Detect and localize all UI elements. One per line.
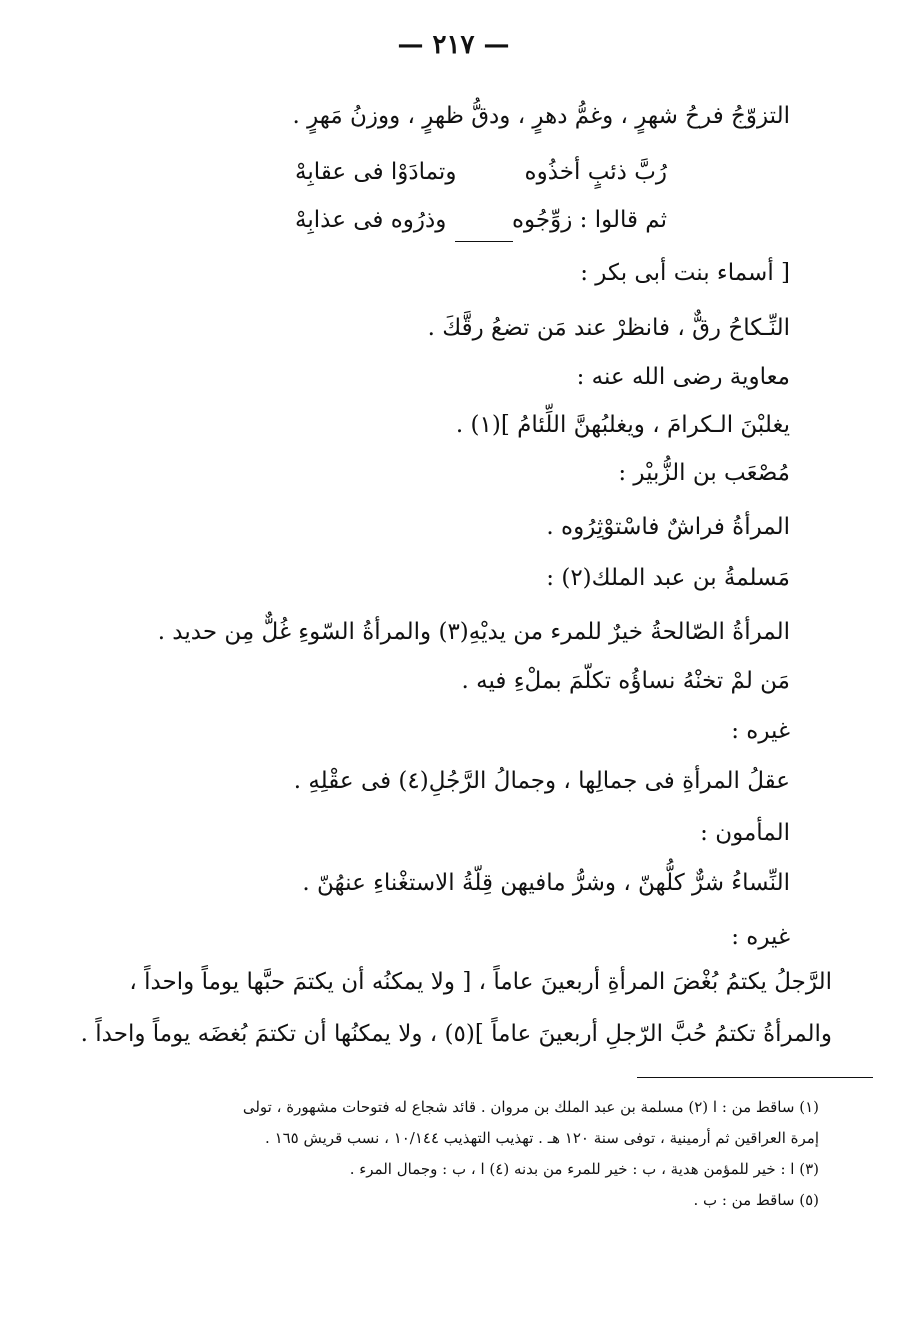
text-line-18: الرَّجلُ يكتمُ بُغْضَ المرأةِ أربعينَ عاماً ، [ ولا يمكنُه أن يكتمَ حبَّها يوماً واحداً ، xyxy=(129,969,832,995)
footnote-line-2: إمرة العراقين ثم أرمينية ، توفى سنة ١٢٠ هـ . تهذيب التهذيب ١٠/١٤٤ ، نسب قريش ١٦٥ . xyxy=(265,1129,819,1147)
text-line-19: والمرأةُ تكتمُ حُبَّ الرّجلِ أربعينَ عاماً ](٥) ، ولا يمكنُها أن تكتمَ بُغضَه يوماً واحداً . xyxy=(80,1021,832,1047)
text-line-16: النِّساءُ شرٌّ كلُّهنّ ، وشرُّ مافيهن قِلّةُ الاستغْناءِ عنهُنّ . xyxy=(302,870,790,896)
text-line-7: يغلبْنَ الـكرامَ ، ويغلبُهنَّ اللِّئامُ ](١) . xyxy=(455,412,790,438)
footnote-separator xyxy=(637,1077,873,1078)
verse-2-second-hemistich: وذرُوه فى عذابِهْ xyxy=(295,207,447,233)
speaker-musab: مُصْعَب بن الزُّبيْر : xyxy=(618,460,790,486)
footnote-line-4: (٥) ساقط من : ب . xyxy=(693,1191,819,1209)
verse-2-first-hemistich: ثم قالوا : زوِّجُوه xyxy=(511,207,667,233)
text-line-12: مَن لمْ تخنْهُ نساؤُه تكلّمَ بملْءِ فيه . xyxy=(461,668,790,694)
text-line-1: التزوّجُ فرحُ شهرٍ ، وغمُّ دهرٍ ، ودقُّ ظهرٍ ، ووزنُ مَهرٍ . xyxy=(292,103,790,129)
text-line-11: المرأةُ الصّالحةُ خيرٌ للمرء من يديْهِ(٣) والمرأةُ السّوءِ غُلٌّ مِن حديد . xyxy=(157,619,790,645)
verse-1-second-hemistich: وتمادَوْا فى عقابِهْ xyxy=(295,159,457,185)
speaker-asma: [ أسماء بنت أبى بكر : xyxy=(580,260,790,286)
text-line-14: عقلُ المرأةِ فى جمالِها ، وجمالُ الرَّجُلِ(٤) فى عقْلِهِ . xyxy=(293,768,790,794)
verse-1-first-hemistich: رُبَّ ذئبٍ أخذُوه xyxy=(524,159,667,185)
page-number: — ٢١٧ — xyxy=(397,30,510,60)
footnote-line-3: (٣) ا : خير للمؤمن هدية ، ب : خير للمرء من بدنه (٤) ا ، ب : وجمال المرء . xyxy=(349,1160,819,1178)
speaker-other-1: غيره : xyxy=(731,718,790,744)
verse-underline xyxy=(455,241,513,242)
text-line-9: المرأةُ فراشٌ فاسْتوْثِرُوه . xyxy=(546,514,790,540)
speaker-mamun: المأمون : xyxy=(700,820,790,846)
text-line-5: النِّـكاحُ رقٌّ ، فانظرْ عند مَن تضعُ رقَّكَ . xyxy=(427,315,790,341)
speaker-maslama: مَسلمةُ بن عبد الملك(٢) : xyxy=(546,565,790,591)
footnote-line-1: (١) ساقط من : ا (٢) مسلمة بن عبد الملك بن مروان . قائد شجاع له فتوحات مشهورة ، تولى xyxy=(242,1098,819,1116)
speaker-muawiya: معاوية رضى الله عنه : xyxy=(576,364,790,390)
speaker-other-2: غيره : xyxy=(731,924,790,950)
